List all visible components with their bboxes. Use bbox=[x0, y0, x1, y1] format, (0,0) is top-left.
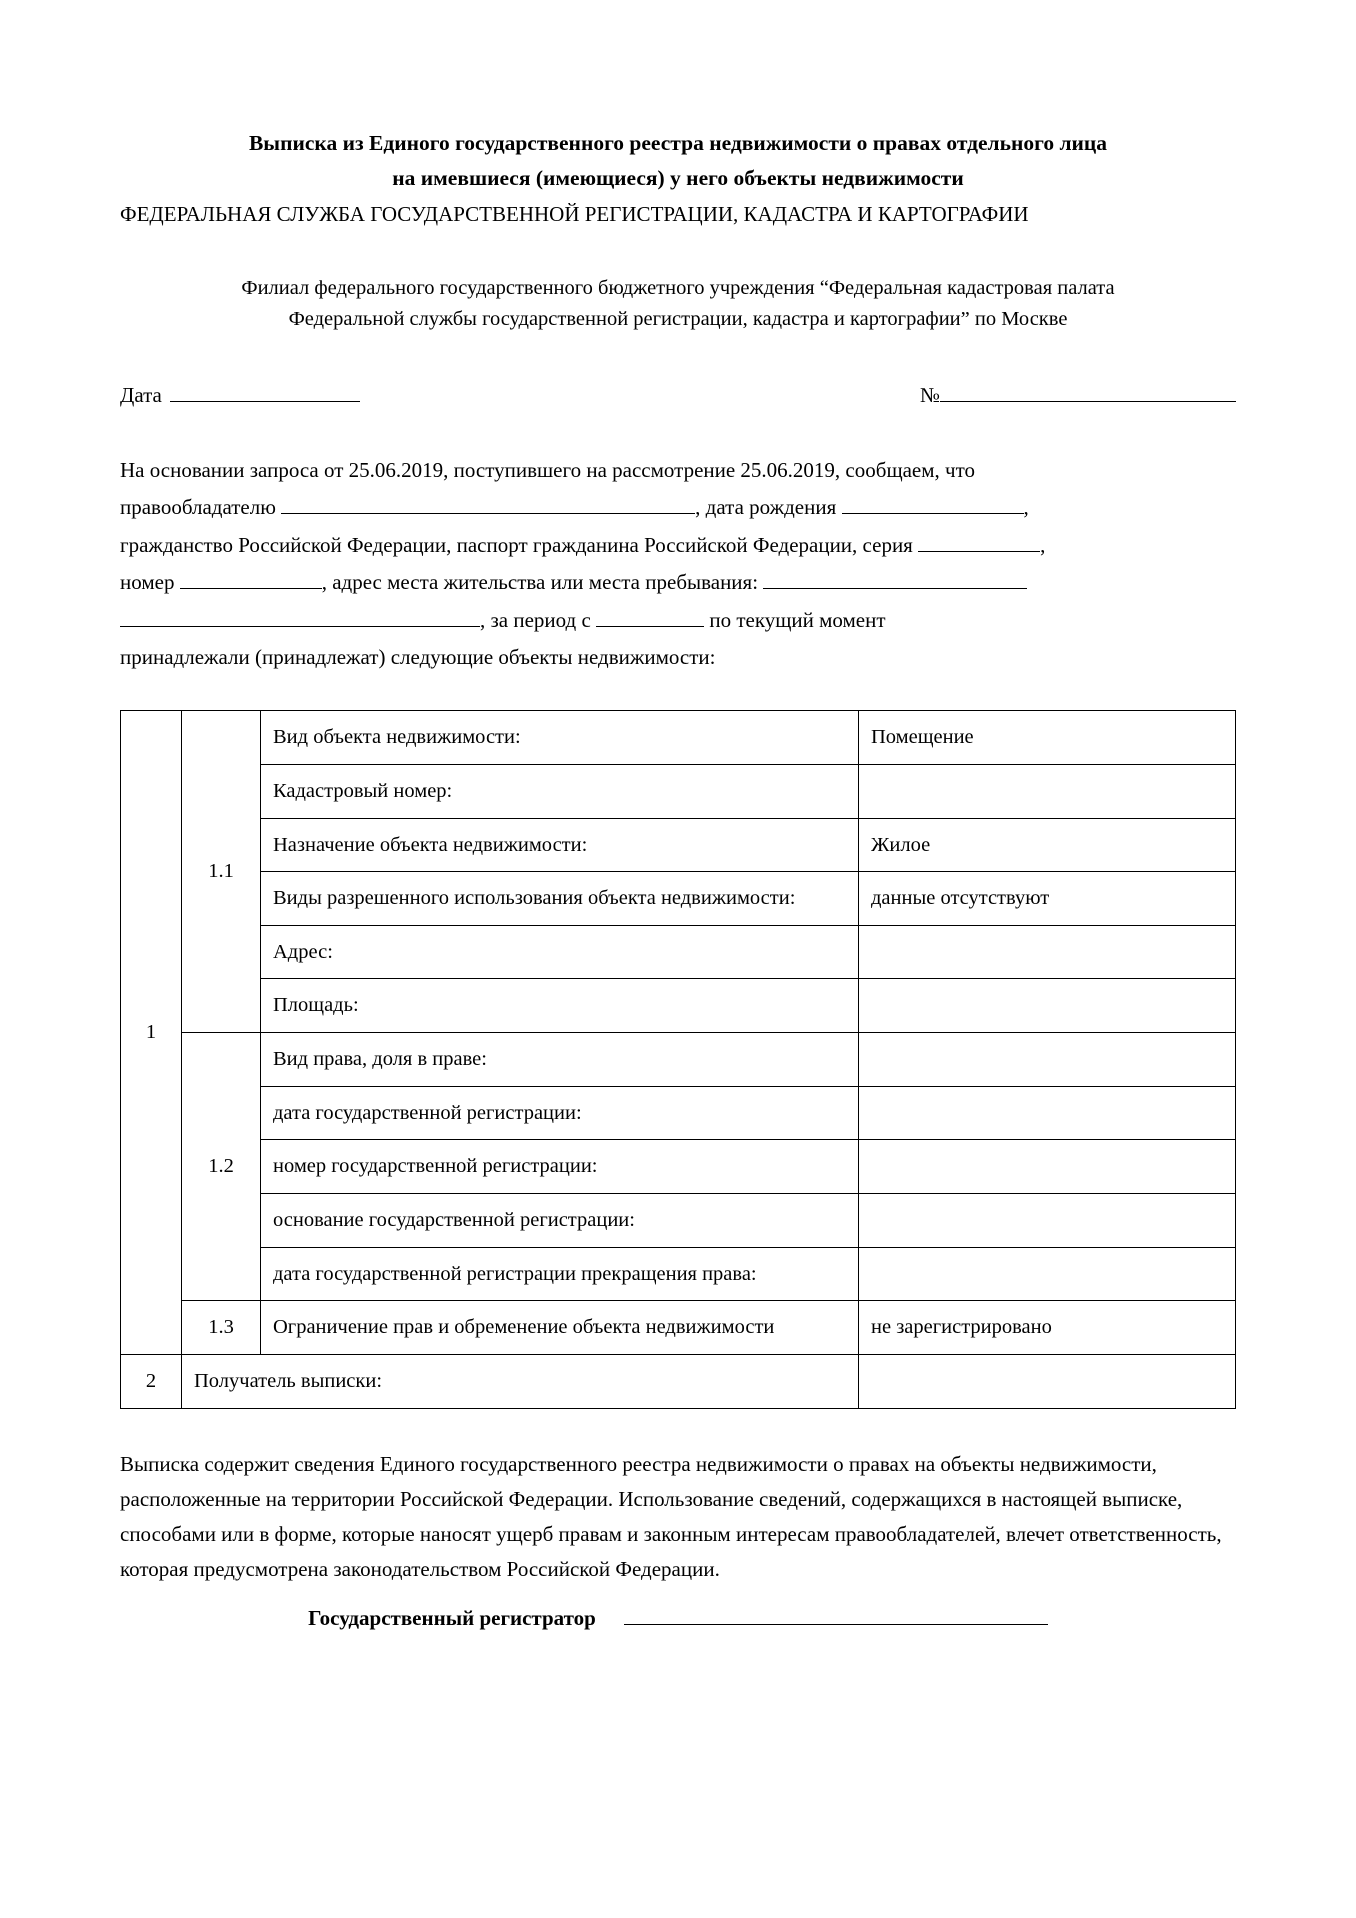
date-input[interactable] bbox=[170, 379, 360, 402]
row-value bbox=[859, 1140, 1236, 1194]
row-label: основание государственной регистрации: bbox=[261, 1194, 859, 1248]
title-line-1: Выписка из Единого государственного реестра недвижимости о правах отдельного лица bbox=[248, 131, 1108, 155]
number-input[interactable] bbox=[940, 379, 1236, 402]
agency-name: ФЕДЕРАЛЬНАЯ СЛУЖБА ГОСУДАРСТВЕННОЙ РЕГИСТРАЦИИ, КАДАСТРА И КАРТОГРАФИИ bbox=[120, 202, 1029, 227]
recipient-label: Получатель выписки: bbox=[182, 1354, 859, 1408]
preamble-comma-1: , bbox=[1023, 495, 1029, 520]
row-label: Вид объекта недвижимости: bbox=[261, 711, 859, 765]
row-value bbox=[859, 979, 1236, 1033]
owner-input[interactable] bbox=[281, 491, 695, 514]
title-line-2: на имевшиеся (имеющиеся) у него объекты недвижимости bbox=[392, 165, 964, 190]
preamble-line-1: На основании запроса от 25.06.2019, поступившего на рассмотрение 25.06.2019, сообщаем, что bbox=[120, 458, 976, 483]
row-value: не зарегистрировано bbox=[859, 1301, 1236, 1355]
table-row bbox=[121, 1194, 1236, 1248]
branch-line-2: Федеральной службы государственной регистрации, кадастра и картографии” по Москве bbox=[288, 308, 1068, 331]
row-value: Жилое bbox=[859, 818, 1236, 872]
preamble-owner-label: правообладателю bbox=[120, 495, 276, 520]
table-row bbox=[121, 1033, 1236, 1087]
table-row-recipient bbox=[121, 1354, 1236, 1408]
registrar-signature-input[interactable] bbox=[624, 1602, 1048, 1625]
properties-table-body bbox=[121, 711, 1236, 1408]
row-label: Ограничение прав и обременение объекта недвижимости bbox=[261, 1301, 859, 1355]
table-row bbox=[121, 1140, 1236, 1194]
address-input-1[interactable] bbox=[763, 566, 1027, 589]
preamble-line-4 bbox=[120, 564, 1236, 601]
row-label: Назначение объекта недвижимости: bbox=[261, 818, 859, 872]
passport-series-input[interactable] bbox=[918, 529, 1040, 552]
row-label: Площадь: bbox=[261, 979, 859, 1033]
table-row bbox=[121, 1247, 1236, 1301]
row-value bbox=[859, 1086, 1236, 1140]
table-row bbox=[121, 711, 1236, 765]
row-label: номер государственной регистрации: bbox=[261, 1140, 859, 1194]
date-number-row bbox=[120, 379, 1236, 408]
table-row bbox=[121, 979, 1236, 1033]
preamble-period-label: , за период с bbox=[480, 607, 591, 632]
row-value bbox=[859, 1033, 1236, 1087]
passport-number-input[interactable] bbox=[180, 566, 322, 589]
row-value: данные отсутствуют bbox=[859, 872, 1236, 926]
table-row bbox=[121, 872, 1236, 926]
recipient-value bbox=[859, 1354, 1236, 1408]
row-subindex: 1.1 bbox=[182, 711, 261, 1033]
branch-block bbox=[120, 273, 1236, 335]
preamble-line-2 bbox=[120, 489, 1236, 526]
table-row bbox=[121, 764, 1236, 818]
row-value: Помещение bbox=[859, 711, 1236, 765]
table-row bbox=[121, 818, 1236, 872]
row-subindex: 1.3 bbox=[182, 1301, 261, 1355]
registrar-label: Государственный регистратор bbox=[308, 1605, 596, 1630]
recipient-index: 2 bbox=[121, 1354, 182, 1408]
table-row bbox=[121, 1301, 1236, 1355]
footer-note: Выписка содержит сведения Единого государственного реестра недвижимости о правах на объекты недвижимости, расположенные на территории Российской Федерации. Использование сведений, содержащихся в настоящей выписке, способами или в форме, которые наносят ущерб правам и законным интересам правообладателей, влечет ответственность, которая предусмотрена законодательством Российской Федерации. bbox=[120, 1451, 1222, 1582]
preamble-line-3 bbox=[120, 527, 1236, 564]
properties-table bbox=[120, 710, 1236, 1408]
preamble-comma-2: , bbox=[1040, 532, 1046, 557]
preamble-line-6: принадлежали (принадлежат) следующие объекты недвижимости: bbox=[120, 644, 716, 669]
row-value bbox=[859, 925, 1236, 979]
number-block bbox=[920, 379, 1236, 408]
table-row bbox=[121, 925, 1236, 979]
registrar-row bbox=[120, 1602, 1236, 1631]
branch-line-1: Филиал федерального государственного бюджетного учреждения “Федеральная кадастровая палата bbox=[241, 277, 1115, 300]
preamble-line-5 bbox=[120, 602, 1236, 639]
row-label: Адрес: bbox=[261, 925, 859, 979]
preamble-period-end: по текущий момент bbox=[709, 607, 886, 632]
address-input-2[interactable] bbox=[120, 603, 480, 626]
preamble bbox=[120, 452, 1236, 676]
row-index: 1 bbox=[121, 711, 182, 1355]
row-label: дата государственной регистрации: bbox=[261, 1086, 859, 1140]
preamble-birth-label: , дата рождения bbox=[695, 495, 837, 520]
number-label: № bbox=[919, 383, 940, 408]
row-label: Кадастровый номер: bbox=[261, 764, 859, 818]
row-subindex: 1.2 bbox=[182, 1033, 261, 1301]
row-value bbox=[859, 764, 1236, 818]
row-value bbox=[859, 1247, 1236, 1301]
preamble-address-label: , адрес места жительства или места пребывания: bbox=[321, 570, 759, 595]
period-from-input[interactable] bbox=[596, 603, 704, 626]
row-label: Вид права, доля в праве: bbox=[261, 1033, 859, 1087]
birthdate-input[interactable] bbox=[842, 491, 1024, 514]
row-label: Виды разрешенного использования объекта недвижимости: bbox=[261, 872, 859, 926]
table-row bbox=[121, 1086, 1236, 1140]
preamble-passport-label: гражданство Российской Федерации, паспорт гражданина Российской Федерации, серия bbox=[120, 532, 913, 557]
preamble-number-label: номер bbox=[120, 570, 175, 595]
row-label: дата государственной регистрации прекращения права: bbox=[261, 1247, 859, 1301]
page-title bbox=[120, 128, 1236, 193]
date-label: Дата bbox=[120, 383, 162, 408]
row-value bbox=[859, 1194, 1236, 1248]
